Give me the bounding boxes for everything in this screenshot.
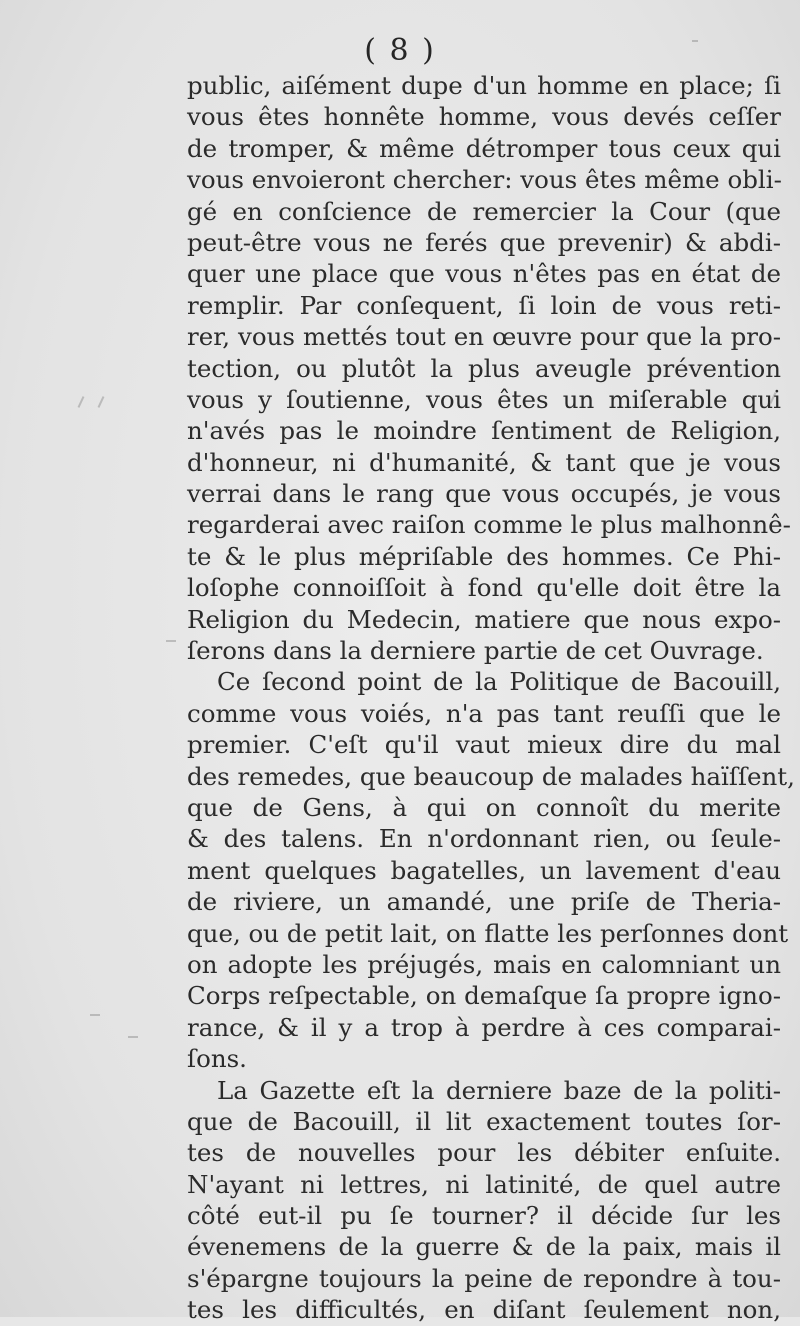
text-line: premier. C'eſt qu'il vaut mieux dire du mal — [187, 730, 781, 760]
text-line: tes les difficultés, en diſant ſeulement non, — [187, 1295, 781, 1325]
text-line: côté eut-il pu ſe tourner? il décide ſur les — [187, 1201, 781, 1231]
text-line: vous y ſoutienne, vous êtes un miſerable qui — [187, 384, 781, 414]
paper-fleck — [78, 396, 85, 408]
text-line: de tromper, & même détromper tous ceux qui — [187, 133, 781, 163]
text-line: rer, vous mettés tout en œuvre pour que la pro- — [187, 322, 781, 352]
text-line: te & le plus mépriſable des hommes. Ce Phi- — [187, 541, 781, 571]
text-line: que de Bacouill, il lit exactement toutes ſor- — [187, 1106, 781, 1136]
text-line: verrai dans le rang que vous occupés, je vous — [187, 479, 781, 509]
text-line: N'ayant ni lettres, ni latinité, de quel autre — [187, 1169, 781, 1199]
text-line: loſophe connoiſſoit à fond qu'elle doit être la — [187, 573, 781, 603]
text-line: & des talens. En n'ordonnant rien, ou ſeule- — [187, 824, 781, 854]
text-line: ſerons dans la derniere partie de cet Ouvrage. — [187, 636, 764, 666]
text-line: rance, & il y a trop à perdre à ces comparai- — [187, 1012, 781, 1042]
text-line: remplir. Par conſequent, ſi loin de vous reti- — [187, 290, 781, 320]
paper-fleck — [128, 1036, 138, 1038]
text-line: d'honneur, ni d'humanité, & tant que je vous — [187, 447, 781, 477]
paper-fleck — [90, 1014, 100, 1016]
text-line: tection, ou plutôt la plus aveugle prévention — [187, 353, 781, 383]
text-line: gé en conſcience de remercier la Cour (que — [187, 196, 781, 226]
paper-fleck — [166, 640, 176, 642]
text-line: tes de nouvelles pour les débiter enſuite. — [187, 1138, 781, 1168]
text-line: regarderai avec raiſon comme le plus malhonnê- — [187, 510, 791, 540]
text-line: peut-être vous ne ferés que prevenir) & abdi- — [187, 227, 781, 257]
text-line: n'avés pas le moindre ſentiment de Religion, — [187, 416, 781, 446]
text-line: ſons. — [187, 1044, 247, 1074]
text-line: quer une place que vous n'êtes pas en état de — [187, 259, 781, 289]
body-text — [187, 70, 795, 1326]
text-line: Corps reſpectable, on demaſque ſa propre igno- — [187, 981, 781, 1011]
text-line: vous envoieront chercher: vous êtes même obli- — [187, 165, 782, 195]
text-line: des remedes, que beaucoup de malades haïſſent, — [187, 761, 795, 791]
text-line: que de Gens, à qui on connoît du merite — [187, 792, 781, 822]
text-line: on adopte les préjugés, mais en calomniant un — [187, 949, 781, 979]
text-line: s'épargne toujours la peine de repondre à tou- — [187, 1263, 781, 1293]
text-line: comme vous voiés, n'a pas tant reuſſi que le — [187, 698, 781, 728]
page-number: ( 8 ) — [364, 33, 436, 68]
text-line: que, ou de petit lait, on flatte les perſonnes dont — [187, 918, 789, 948]
text-line: de riviere, un amandé, une priſe de Theria- — [187, 887, 781, 917]
text-line: vous êtes honnête homme, vous devés ceſſer — [187, 102, 781, 132]
text-line: ment quelques bagatelles, un lavement d'eau — [187, 855, 781, 885]
text-line: évenemens de la guerre & de la paix, mais il — [187, 1232, 781, 1262]
text-line: public, aiſément dupe d'un homme en place; ſi — [187, 71, 781, 100]
paper-fleck — [692, 40, 698, 42]
text-line: Ce ſecond point de la Politique de Bacouill, — [217, 667, 781, 697]
paper-fleck — [98, 396, 105, 408]
text-line: Religion du Medecin, matiere que nous expo- — [187, 604, 781, 634]
text-line: La Gazette eſt la derniere baze de la politi- — [217, 1075, 781, 1105]
